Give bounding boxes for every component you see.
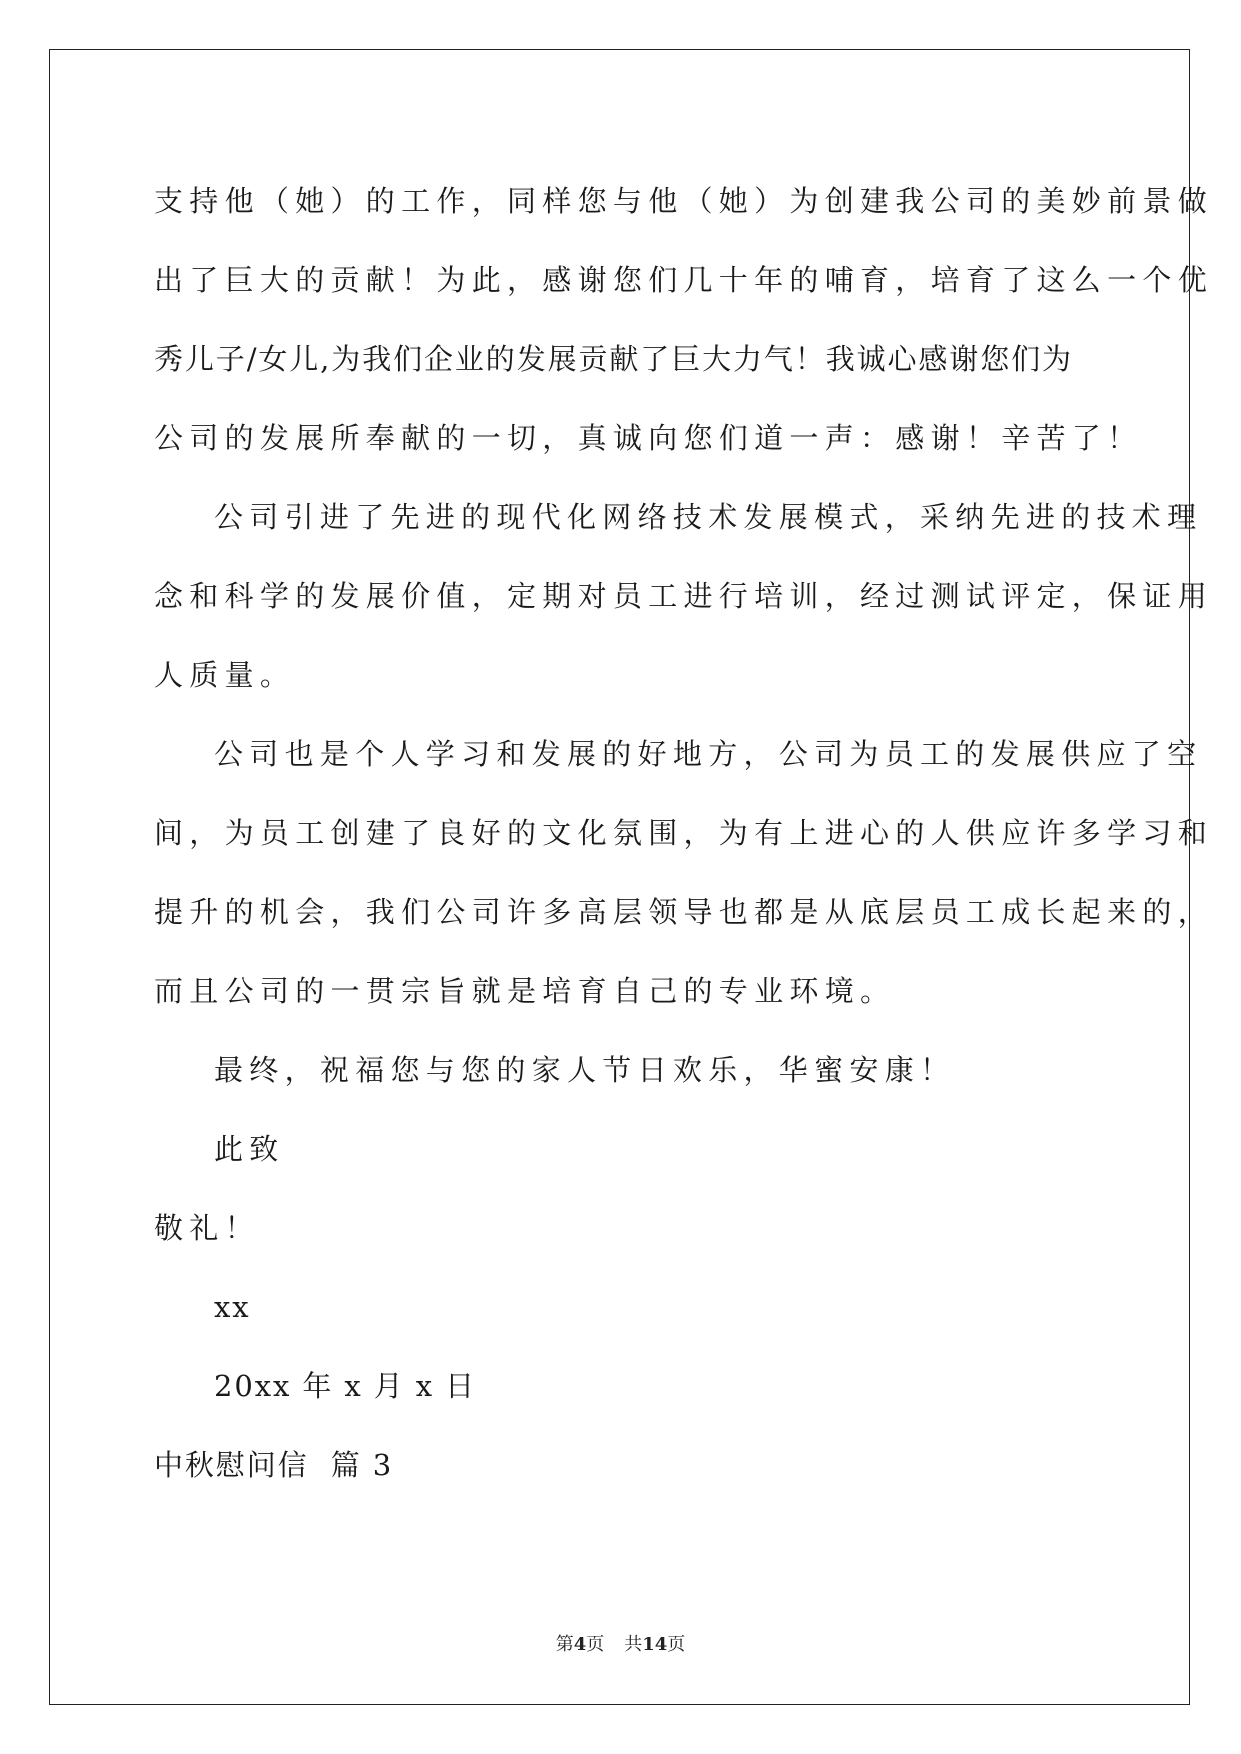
paragraph-line: 人质量。 [154, 658, 296, 692]
paragraph-line: 提升的机会，我们公司许多高层领导也都是从底层员工成长起来的， [154, 895, 1214, 929]
signature-name: xx [214, 1290, 251, 1324]
total-pages: 14 [642, 1634, 668, 1655]
paragraph-line: 念和科学的发展价值，定期对员工进行培训，经过测试评定，保证用 [154, 579, 1214, 613]
closing-salutation: 此致 [214, 1132, 285, 1166]
page-label-suffix: 页 [586, 1634, 605, 1655]
paragraph-line: 公司的发展所奉献的一切，真诚向您们道一声：感谢！辛苦了！ [154, 421, 1143, 455]
paragraph-line: 公司也是个人学习和发展的好地方，公司为员工的发展供应了空 [214, 737, 1203, 771]
total-label-suffix: 页 [667, 1634, 686, 1655]
paragraph-line: 而且公司的一贯宗旨就是培育自己的专业环境。 [154, 974, 896, 1008]
total-label-prefix: 共 [624, 1634, 643, 1655]
document-body [154, 162, 1214, 1505]
paragraph-line: 公司引进了先进的现代化网络技术发展模式，采纳先进的技术理 [214, 500, 1203, 534]
paragraph-line: 秀儿子/女儿,为我们企业的发展贡献了巨大力气！我诚心感谢您们为 [154, 342, 1073, 376]
paragraph-line: 间，为员工创建了良好的文化氛围，为有上进心的人供应许多学习和 [154, 816, 1214, 850]
paragraph-line: 最终，祝福您与您的家人节日欢乐，华蜜安康！ [214, 1053, 956, 1087]
signature-date: 20xx 年 x 月 x 日 [214, 1369, 477, 1403]
page-label-prefix: 第 [555, 1634, 574, 1655]
section-heading: 中秋慰问信 篇 3 [154, 1448, 394, 1482]
paragraph-line: 出了巨大的贡献！为此，感谢您们几十年的哺育，培育了这么一个优 [154, 263, 1214, 297]
paragraph-line: 支持他（她）的工作，同样您与他（她）为创建我公司的美妙前景做 [154, 184, 1214, 218]
closing-regards: 敬礼！ [154, 1211, 260, 1245]
page-footer [0, 1630, 1241, 1656]
page-number: 4 [573, 1634, 587, 1655]
